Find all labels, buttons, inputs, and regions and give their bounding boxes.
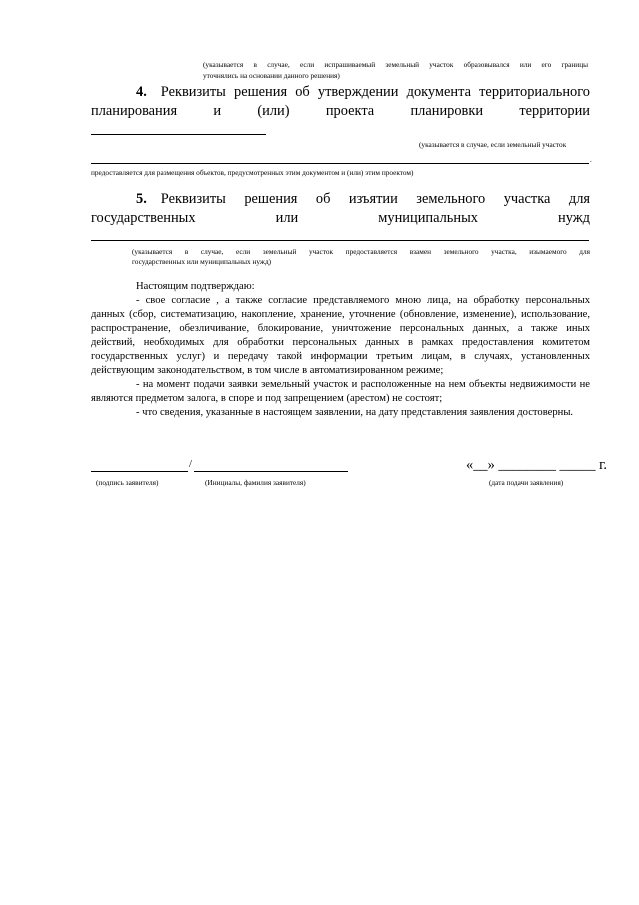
confirm-p3: - что сведения, указанные в настоящем заявлении, на дату представления заявления достоверны. [136,407,574,418]
section5-title-part2: государственных или муниципальных нужд [91,210,590,226]
section4-note1: (указывается в случае, если земельный участок [419,140,567,149]
confirm-p1-line1: - свое согласие , а также согласие представляемого мною лица, на обработку персональных [136,295,590,306]
section4-fill-line-short [91,134,266,135]
section5-heading-line1 [136,190,590,209]
section4-note2: предоставляется для размещения объектов, предусмотренных этим документом и (или) этим проектом) [91,168,414,177]
section5-fill-line [91,240,589,241]
top-note-line1: (указывается в случае, если испрашиваемый земельный участок образовывался или его границы [203,60,588,69]
section5-note2: государственных или муниципальных нужд) [132,257,272,266]
signature-line [91,471,188,472]
date-field: «__» ________ _____ г. [466,457,607,473]
confirm-p1-line5: государственных услуг) и передачу такой информации третьим лицам, в случаях, установленных [91,351,590,362]
signature-label: (подпись заявителя) [96,478,159,487]
confirm-p2-line2: являются предметом залога, в споре и под запрещением (арестом) не состоят; [91,393,443,404]
confirm-p2-line1: - на момент подачи заявки земельный участок и расположенные на нем объекты недвижимости не [136,379,590,390]
section5-title-part1: Реквизиты решения об изъятии земельного участка для [160,191,590,207]
confirm-p1-line2: данных (сбор, систематизацию, накопление, хранение, уточнение (обновление, изменение), использование, [91,309,590,320]
confirm-p1-line6: действующим законодательством, в том числе в автоматизированном режиме; [91,365,444,376]
section4-heading-line1 [136,83,590,102]
signature-slash: / [189,459,192,470]
section4-title-part1: Реквизиты решения об утверждении документа территориального [160,84,590,100]
section4-note1-end: . [590,155,592,164]
section4-title-part2: планирования и (или) проекта планировки территории [91,103,590,119]
name-label: (Инициалы, фамилия заявителя) [205,478,306,487]
confirm-p1-line3: распространение, обезличивание, блокирование, уничтожение персональных данных, а также иных [91,323,590,334]
confirm-intro: Настоящим подтверждаю: [136,281,255,292]
section4-number: 4. [136,84,147,100]
section5-note1: (указывается в случае, если земельный участок предоставляется взамен земельного участка, изымаемого для [132,247,590,256]
name-line [194,471,348,472]
section5-number: 5. [136,191,147,207]
top-note-line2: уточнялись на основании данного решения) [203,71,340,80]
confirm-p1-line4: действий, необходимых для обработки персональных данных в рамках предоставления комитетом [91,337,590,348]
section4-fill-line-long [91,163,589,164]
date-label: (дата подачи заявления) [489,478,564,487]
